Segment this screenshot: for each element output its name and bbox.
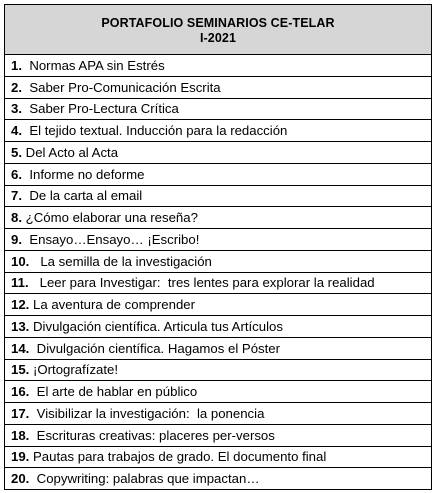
item-number: 15. <box>11 362 30 378</box>
item-number: 13. <box>11 318 30 334</box>
item-title: La aventura de comprender <box>33 297 196 313</box>
item-number: 3. <box>11 101 22 117</box>
table-row <box>5 99 431 121</box>
item-title: De la carta al email <box>29 188 143 204</box>
item-title: Pautas para trabajos de grado. El documento final <box>33 449 327 465</box>
item-number: 17. <box>11 405 30 421</box>
item-number: 8. <box>11 210 22 226</box>
item-number: 10. <box>11 253 30 269</box>
item-title: Copywriting: palabras que impactan… <box>36 471 260 487</box>
item-spacer <box>22 188 29 203</box>
item-title: Escrituras creativas: placeres per-versos <box>36 427 275 443</box>
table-row <box>5 142 431 164</box>
item-spacer <box>29 275 40 290</box>
item-title: ¡Ortografízate! <box>33 362 119 378</box>
item-title: Saber Pro-Lectura Crítica <box>29 101 179 117</box>
item-spacer <box>29 406 36 421</box>
table-row <box>5 316 431 338</box>
item-title: Visibilizar la investigación: la ponencia <box>36 405 265 421</box>
table-row <box>5 381 431 403</box>
item-number: 5. <box>11 144 22 160</box>
item-title: Divulgación científica. Hagamos el Póster <box>36 340 281 356</box>
table-row <box>5 447 431 469</box>
item-number: 11. <box>11 275 29 291</box>
item-spacer <box>22 167 29 182</box>
table-title: PORTAFOLIO SEMINARIOS CE-TELAR <box>101 16 335 30</box>
item-title: Ensayo…Ensayo… ¡Escribo! <box>29 231 200 247</box>
table-subtitle: I-2021 <box>199 31 237 45</box>
item-number: 19. <box>11 449 30 465</box>
item-title: ¿Cómo elaborar una reseña? <box>25 210 198 226</box>
item-number: 1. <box>11 57 22 73</box>
item-spacer <box>22 101 29 116</box>
table-row <box>5 55 431 77</box>
item-number: 12. <box>11 297 30 313</box>
item-title: La semilla de la investigación <box>40 253 212 269</box>
item-spacer <box>29 384 36 399</box>
item-title: Saber Pro-Comunicación Escrita <box>29 79 221 95</box>
item-number: 2. <box>11 79 22 95</box>
table-row <box>5 338 431 360</box>
table-header <box>5 5 431 55</box>
item-title: Del Acto al Acta <box>25 144 119 160</box>
item-number: 18. <box>11 427 30 443</box>
table-row <box>5 273 431 295</box>
item-spacer <box>22 80 29 95</box>
item-spacer <box>29 471 36 486</box>
table-row <box>5 77 431 99</box>
item-number: 14. <box>11 340 30 356</box>
item-spacer <box>22 232 29 247</box>
item-title: El arte de hablar en público <box>36 384 198 400</box>
item-number: 6. <box>11 166 22 182</box>
item-spacer <box>29 428 36 443</box>
item-title: Divulgación científica. Articula tus Artículos <box>33 318 283 334</box>
table-row <box>5 251 431 273</box>
item-spacer <box>22 123 29 138</box>
item-title: Leer para Investigar: tres lentes para explorar la realidad <box>39 275 375 291</box>
item-title: El tejido textual. Inducción para la redacción <box>29 123 288 139</box>
item-title: Informe no deforme <box>29 166 145 182</box>
item-number: 20. <box>11 471 30 487</box>
table-row <box>5 120 431 142</box>
table-row <box>5 360 431 382</box>
table-row <box>5 186 431 208</box>
item-number: 9. <box>11 231 22 247</box>
table-row <box>5 468 431 489</box>
portfolio-table <box>4 4 432 490</box>
item-spacer <box>29 341 36 356</box>
table-row <box>5 294 431 316</box>
item-spacer <box>29 254 40 269</box>
table-row <box>5 207 431 229</box>
table-row <box>5 425 431 447</box>
item-spacer <box>22 58 29 73</box>
table-row <box>5 403 431 425</box>
item-title: Normas APA sin Estrés <box>29 57 165 73</box>
item-number: 4. <box>11 123 22 139</box>
table-row <box>5 229 431 251</box>
seminar-list <box>5 55 431 489</box>
table-row <box>5 164 431 186</box>
item-number: 16. <box>11 384 30 400</box>
item-number: 7. <box>11 188 22 204</box>
